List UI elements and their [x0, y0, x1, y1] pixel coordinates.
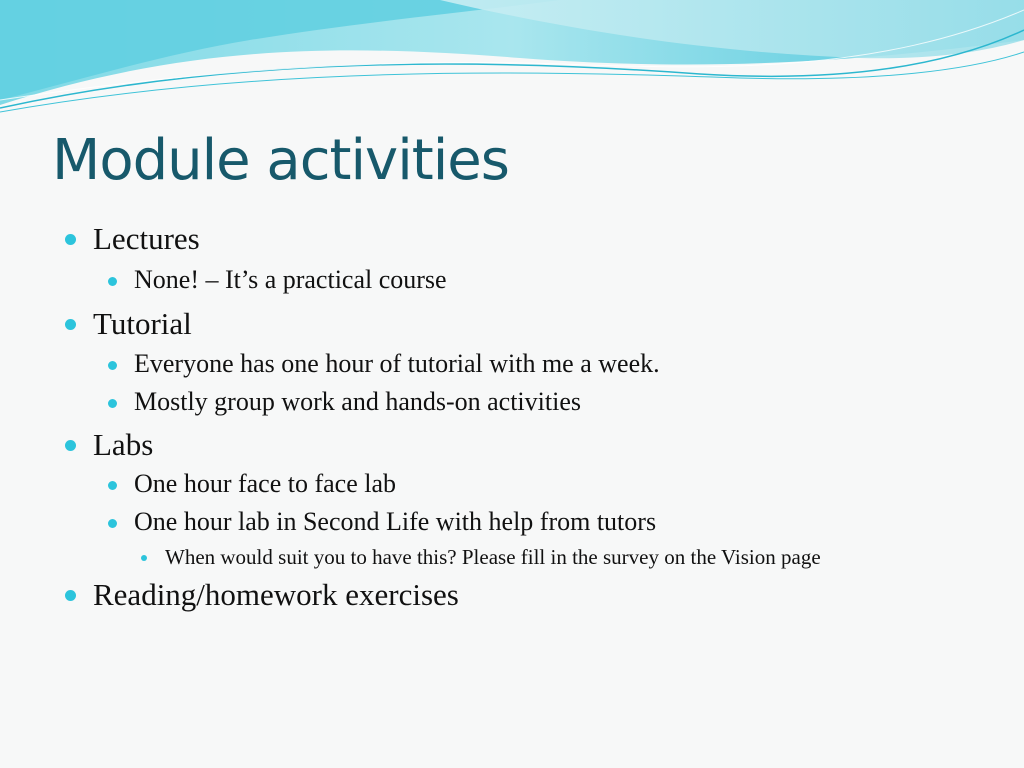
bullet-item	[165, 545, 821, 570]
bullet-text: Lectures	[93, 221, 200, 256]
bullet-dot-icon	[65, 590, 76, 601]
bullet-text: Everyone has one hour of tutorial with me a week.	[134, 349, 660, 378]
bullet-text: One hour face to face lab	[134, 469, 397, 498]
bullet-text: None! – It’s a practical course	[134, 265, 447, 294]
bullet-dot-icon	[65, 440, 76, 451]
bullet-dot-icon	[108, 361, 117, 370]
bullet-dot-icon	[108, 519, 117, 528]
bullet-item	[93, 577, 459, 613]
bullet-dot-icon	[108, 399, 117, 408]
bullet-item	[93, 221, 200, 257]
bullet-item	[134, 265, 447, 295]
slide-title: Module activities	[52, 128, 509, 193]
bullet-text: Mostly group work and hands-on activities	[134, 387, 581, 416]
bullet-item	[134, 469, 396, 499]
bullet-text: Labs	[93, 427, 154, 462]
bullet-item	[134, 387, 581, 417]
bullet-item	[134, 507, 656, 537]
bullet-item	[93, 427, 153, 463]
bullet-text: Reading/homework exercises	[93, 577, 459, 612]
bullet-item	[134, 349, 660, 379]
bullet-dot-icon	[108, 481, 117, 490]
bullet-dot-icon	[108, 277, 117, 286]
bullet-text: One hour lab in Second Life with help from tutors	[134, 507, 657, 536]
bullet-text: When would suit you to have this? Please fill in the survey on the Vision page	[165, 545, 821, 569]
bullet-dot-icon	[65, 234, 76, 245]
bullet-item	[93, 306, 192, 342]
bullet-dot-icon	[141, 555, 147, 561]
bullet-dot-icon	[65, 319, 76, 330]
bullet-text: Tutorial	[93, 306, 192, 341]
